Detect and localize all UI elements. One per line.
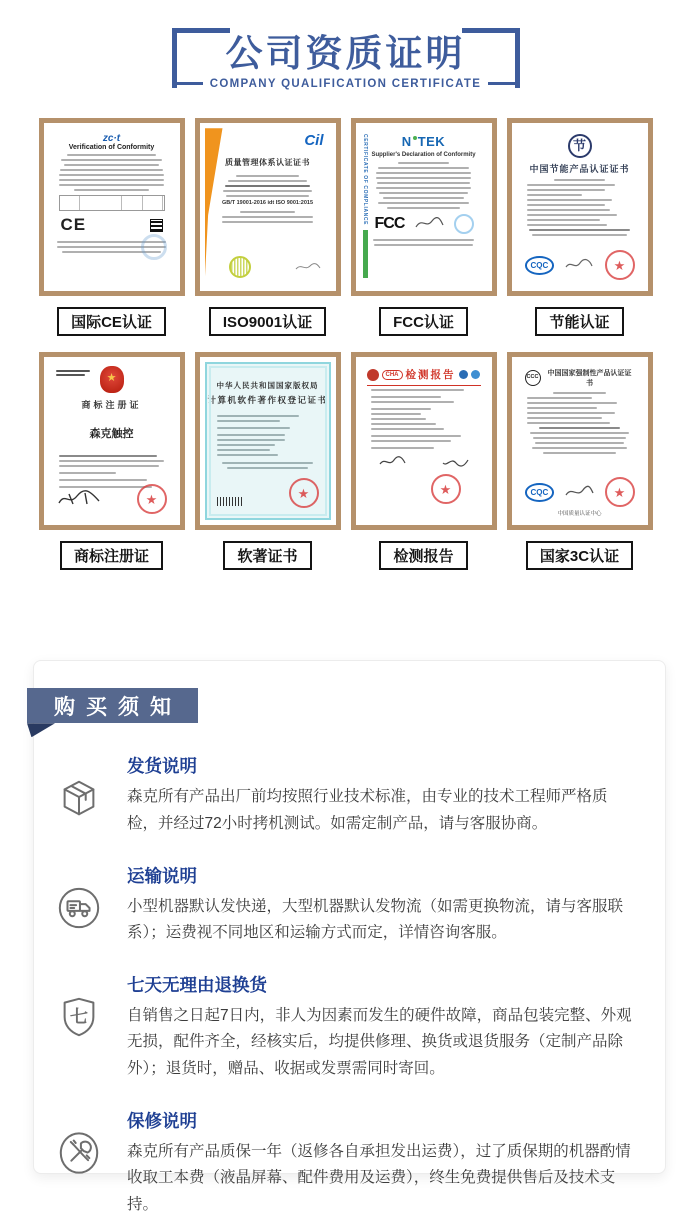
signature-icon <box>295 262 321 272</box>
section-title: 七天无理由退换货 <box>127 974 267 995</box>
header-bracket-left-icon <box>172 28 230 88</box>
signature-icon <box>57 490 101 508</box>
certificate-grid <box>39 118 653 570</box>
package-icon <box>56 775 112 837</box>
ribbon-fold-decoration <box>27 723 55 737</box>
header-bracket-right-icon <box>462 28 520 88</box>
certificate-image-copyright <box>195 352 341 530</box>
certificate-image-iso <box>195 118 341 296</box>
signature2-icon <box>441 456 469 468</box>
report-title: 检测报告 <box>405 369 456 382</box>
certificate-caption-energy: 节能认证 <box>535 307 623 336</box>
certificate-caption-ccc: 国家3C认证 <box>526 541 633 570</box>
certificate-caption-copyright: 软著证书 <box>223 541 311 570</box>
section-title: 运输说明 <box>127 865 197 886</box>
cil-logo: Cil <box>304 132 324 150</box>
transport-section <box>56 863 635 947</box>
cqc-logo: CQC <box>525 483 555 502</box>
section-title: 保修说明 <box>127 1110 197 1131</box>
certificate-title: 中国国家强制性产品认证证书 <box>547 370 632 388</box>
certificate-cell-copyright <box>195 352 341 570</box>
orange-ribbon-decoration <box>205 128 223 286</box>
certificate-caption-trademark: 商标注册证 <box>60 541 163 570</box>
return-policy-section <box>56 972 635 1083</box>
certificate-cell-report <box>351 352 497 570</box>
ntek-logo: N TEK <box>401 134 446 150</box>
red-seal-icon: ★ <box>605 250 635 280</box>
fcc-mark: FCC <box>374 215 405 233</box>
certificate-caption-fcc: FCC认证 <box>379 307 468 336</box>
red-star-seal-icon: ★ <box>431 474 461 504</box>
svg-text:七: 七 <box>69 1006 89 1027</box>
red-seal-icon: ★ <box>137 484 167 514</box>
seven-day-shield-icon <box>56 994 112 1083</box>
ccc-logo: CCC <box>525 370 541 386</box>
certificate-image-fcc <box>351 118 497 296</box>
cma-logo-icon <box>367 369 379 381</box>
energy-saving-logo: 节 <box>568 134 592 158</box>
certificate-image-ce <box>39 118 185 296</box>
purchase-notice-ribbon: 购买须知 <box>27 688 198 723</box>
certificate-caption-report: 检测报告 <box>379 541 467 570</box>
signature-icon <box>564 258 594 272</box>
certificate-image-report <box>351 352 497 530</box>
page-subtitle: COMPANY QUALIFICATION CERTIFICATE <box>209 77 482 90</box>
national-emblem-icon: ★ <box>100 366 124 393</box>
blue-stamp-icon <box>454 214 474 234</box>
section-title: 发货说明 <box>127 756 197 777</box>
purchase-notice-card <box>33 660 666 1214</box>
red-divider <box>367 385 481 386</box>
section-body: 森克所有产品出厂前均按照行业技术标准，由专业的技术工程师严格质检，并经过72小时拷机测试。如需定制产品，请与客服协商。 <box>127 788 608 832</box>
cqc-logo: CQC <box>525 256 555 275</box>
certificate-image-energy <box>507 118 653 296</box>
iso-standard-text: GB/T 19001-2016 idt ISO 9001:2015 <box>221 200 314 207</box>
certificate-cell-ccc <box>507 352 653 570</box>
certificate-cell-iso <box>195 118 341 336</box>
certificate-title: Verification of Conformity <box>68 144 155 152</box>
blue-logo2-icon <box>471 370 480 379</box>
certificate-title: 商标注册证 <box>81 400 142 411</box>
qr-code-icon <box>150 219 163 232</box>
cha-badge: CHA <box>382 370 403 380</box>
certificate-title: 质量管理体系认证证书 <box>225 158 310 168</box>
signature-icon <box>378 456 406 468</box>
section-body: 自销售之日起7日内，非人为因素而发生的硬件故障，商品包装完整、外观无损，配件齐全，经核实后，均提供修理、换货或退货服务（定制产品除外）；退货时，赠品、收据或发票需同时寄回。 <box>127 1006 632 1078</box>
truck-icon <box>56 885 112 947</box>
certificate-caption-ce: 国际CE认证 <box>57 307 166 336</box>
certificate-title: Supplier's Declaration of Conformity <box>371 152 476 159</box>
certificate-title: 中国节能产品认证证书 <box>529 164 630 175</box>
certificate-cell-fcc <box>351 118 497 336</box>
globe-watermark-icon <box>141 234 167 260</box>
warranty-section <box>56 1108 635 1219</box>
qualification-header <box>0 26 691 90</box>
compliance-side-strip: CERTIFICATE OF COMPLIANCE <box>361 128 370 286</box>
ce-mark: CE <box>60 215 87 235</box>
blue-logo-icon <box>459 370 468 379</box>
authority-text <box>56 368 90 378</box>
certificate-cell-ce <box>39 118 185 336</box>
certification-center-text: 中国质量认证中心 <box>557 511 602 518</box>
certificate-image-trademark <box>39 352 185 530</box>
certificate-cell-energy <box>507 118 653 336</box>
shipping-section <box>56 753 635 837</box>
repair-tools-icon <box>56 1130 112 1219</box>
certification-seal-icon <box>229 256 251 278</box>
certificate-cell-trademark <box>39 352 185 570</box>
page-title: 公司资质证明 <box>225 33 466 74</box>
certificate-authority: 中华人民共和国国家版权局 <box>216 381 319 391</box>
certificate-caption-iso: ISO9001认证 <box>209 307 326 336</box>
section-body: 小型机器默认发快递，大型机器默认发物流（如需更换物流，请与客服联系）；运费视不同地区和运输方式而定，详情咨询客服。 <box>127 897 624 942</box>
certificate-table <box>59 195 165 211</box>
tc-t-logo: zc·t <box>102 133 121 145</box>
section-body: 森克所有产品质保一年（返修各自承担发出运费），过了质保期的机器酌情收取工本费（液晶屏幕、配件费用及运费），终生免费提供售后及技术支持。 <box>127 1142 631 1214</box>
red-seal-icon: ★ <box>605 477 635 507</box>
red-star-seal-icon: ★ <box>289 478 319 508</box>
barcode-icon <box>217 497 243 506</box>
signature-icon <box>414 217 444 231</box>
signature-icon <box>564 485 594 499</box>
trademark-name: 森克触控 <box>89 428 134 441</box>
certificate-image-ccc <box>507 352 653 530</box>
certificate-title: 计算机软件著作权登记证书 <box>207 395 328 406</box>
